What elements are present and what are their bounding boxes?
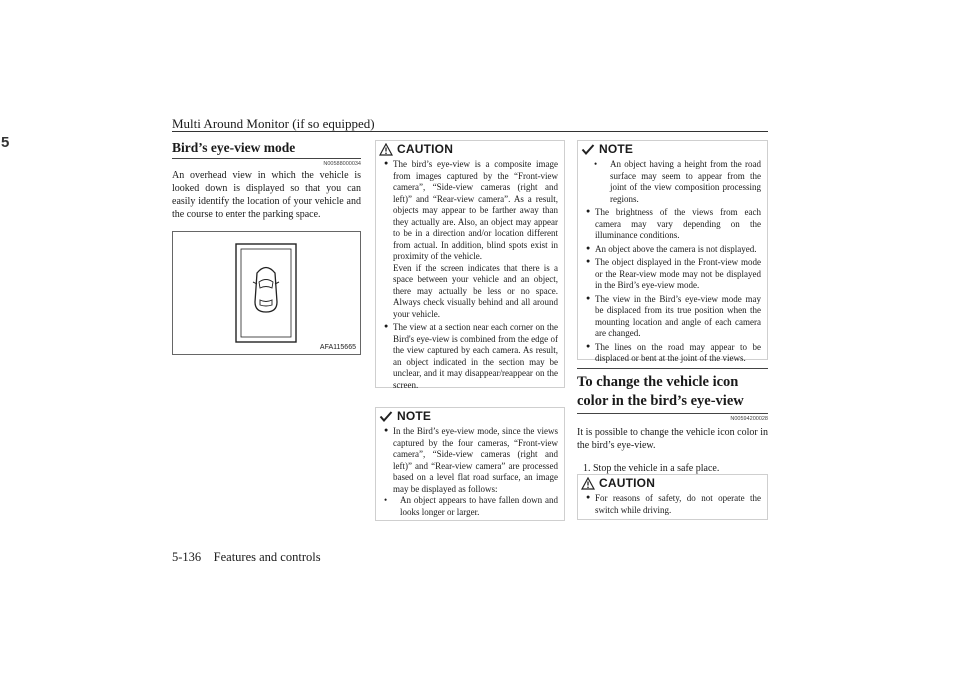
caution-box-right (577, 474, 768, 520)
note-header-right (578, 141, 767, 157)
note-box-right (577, 140, 768, 364)
vehicle-top-view-illustration (173, 232, 360, 354)
caution-label: CAUTION (397, 142, 454, 156)
note-right-bullet-5: ● The lines on the road may appear to be displaced or bent at the joint of the views. (586, 342, 761, 365)
caution-header (376, 141, 564, 157)
note-right-bullet-4: ● The view in the Bird’s eye-view mode may be displaced from its true position when the mounting location and angle of each camera are changed. (586, 294, 761, 340)
header-rule (172, 131, 768, 132)
note-bullet-1: ● In the Bird’s eye-view mode, since the views captured by the four cameras, “Front-view camera”, “Side-view cameras (right and left)” and “Rear-view camera” are processed based on a level flat road surface, an image may be displayed as follows: (384, 426, 558, 495)
caution-box-middle (375, 140, 565, 388)
caution-label-right: CAUTION (599, 476, 656, 490)
warning-triangle-icon (581, 477, 595, 490)
figure-code: AFA115665 (319, 344, 356, 351)
caution-bullet-1-continued: Even if the screen indicates that there is a space between your vehicle and an object, there may actually be less or no space. Always check visually behind and all around your vehicle. (393, 262, 558, 319)
note-label: NOTE (397, 409, 432, 423)
note-sub-1: • An object appears to have fallen down and looks longer or larger. (384, 495, 558, 518)
section-heading-birds-eye: Bird’s eye-view mode (172, 140, 296, 155)
section-paragraph-right: It is possible to change the vehicle icon color in the bird’s eye-view. (577, 427, 768, 452)
note-label-right: NOTE (599, 142, 634, 156)
section-code: N00588000034 (323, 161, 361, 168)
caution-body (376, 157, 564, 395)
note-box-middle (375, 407, 565, 521)
caution-bullet-1: ● The bird’s eye-view is a composite image from images captured by the “Front-view camera”, “Side-view cameras (right and left)” and “Rear-view camera”. As a result, objects may appear to be farther away than they actually are. Also, an object may appear to be in a direction and/or location different from actual. In addition, blind spots exist in proximity of the vehicle. (384, 159, 558, 263)
note-header (376, 408, 564, 424)
step-1: 1. Stop the vehicle in a safe place. (583, 462, 720, 474)
caution-header-right (578, 475, 767, 491)
caution-body-right (578, 491, 767, 520)
figure-birds-eye-view (172, 231, 361, 355)
note-body-right (578, 157, 767, 369)
checkmark-icon (581, 143, 595, 156)
left-column (172, 140, 361, 221)
section-rule-right (577, 413, 768, 414)
warning-triangle-icon (379, 143, 393, 156)
section-heading-icon-color: To change the vehicle icon color in the bird’s eye-view (577, 368, 768, 411)
page-number: 5-136 Features and controls (172, 550, 321, 564)
chapter-number: 5 (1, 134, 10, 151)
note-body (376, 424, 564, 522)
chapter-tab (0, 134, 16, 162)
caution-right-bullet-1: ● For reasons of safety, do not operate the switch while driving. (586, 493, 761, 516)
note-right-sub-1: • An object having a height from the road surface may seem to appear from the joint of the view composition processing regions. (594, 159, 761, 205)
car-icon (253, 268, 279, 313)
section-rule (172, 158, 361, 159)
caution-bullet-2: ● The view at a section near each corner on the Bird's eye-view is combined from the edge of the view captured by each camera. As result, an object indicated in the section may be unclear, and it may disappear/reappear on the screen. (384, 322, 558, 391)
checkmark-icon (379, 410, 393, 423)
right-section (577, 368, 768, 476)
note-right-bullet-2: ● An object above the camera is not displayed. (586, 244, 761, 256)
note-right-bullet-1: ● The brightness of the views from each camera may vary depending on the illuminance conditions. (586, 207, 761, 242)
page-header-title: Multi Around Monitor (if so equipped) (172, 116, 375, 131)
section-paragraph: An overhead view in which the vehicle is looked down is displayed so that you can easily identify the location of your vehicle and the course to enter the parking space. (172, 170, 361, 220)
note-right-bullet-3: ● The object displayed in the Front-view mode or the Rear-view mode may not be displayed in the Bird’s eye-view mode. (586, 257, 761, 292)
section-code-right: N00594200028 (730, 415, 768, 422)
